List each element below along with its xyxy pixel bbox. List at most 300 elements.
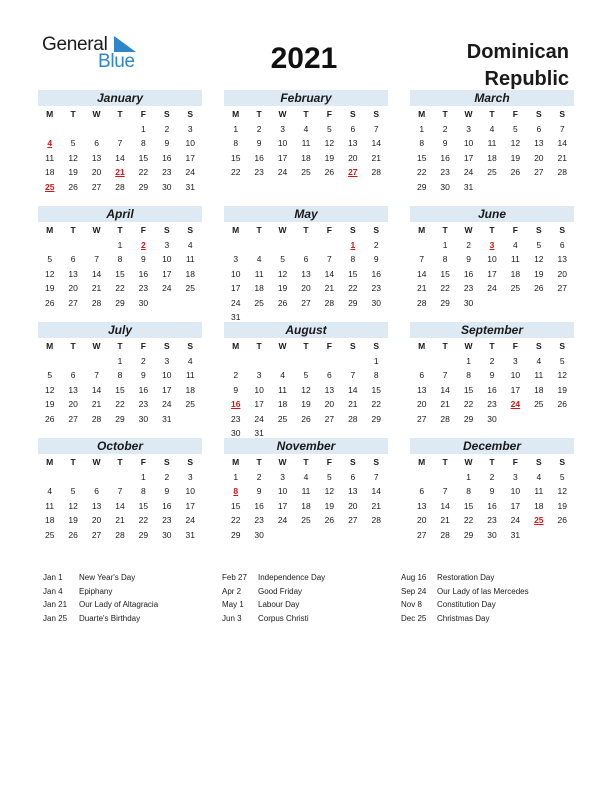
day-cell: 30 xyxy=(162,181,172,192)
empty-day-cell xyxy=(551,296,574,311)
day-cell: 5 xyxy=(327,471,332,482)
day-cell: 3 xyxy=(280,471,285,482)
day-cell: 22 xyxy=(371,399,381,409)
month-july xyxy=(38,322,202,426)
day-cell: 28 xyxy=(557,167,567,177)
day-cell: 24 xyxy=(487,283,497,293)
day-cell: 8 xyxy=(466,370,471,380)
weekday-label: W xyxy=(92,457,101,467)
month-header: April xyxy=(38,206,202,222)
day-cell: 24 xyxy=(254,413,264,424)
month-header: July xyxy=(38,322,202,338)
day-cell: 15 xyxy=(230,152,241,163)
country-name-line2: Republic xyxy=(484,68,569,90)
weekday-label: S xyxy=(559,341,566,351)
day-cell: 24 xyxy=(162,399,172,409)
day-cell: 9 xyxy=(141,254,146,264)
day-cell: 20 xyxy=(557,268,567,279)
day-cell: 29 xyxy=(138,529,149,540)
empty-day-cell xyxy=(61,470,84,485)
empty-day-cell xyxy=(504,296,527,311)
day-cell: 23 xyxy=(254,515,264,525)
day-cell: 17 xyxy=(510,500,521,511)
day-cell: 23 xyxy=(138,399,149,409)
weekday-label: M xyxy=(418,109,426,119)
holiday-name: Labour Day xyxy=(258,600,300,609)
day-cell: 16 xyxy=(487,384,497,395)
day-cell: 9 xyxy=(256,138,262,148)
day-cell: 14 xyxy=(91,268,102,279)
weekday-header-row xyxy=(38,455,202,470)
day-cell: 8 xyxy=(117,370,123,380)
day-cell: 20 xyxy=(91,515,102,525)
day-cell: 10 xyxy=(254,384,264,395)
empty-day-cell xyxy=(318,354,341,369)
holiday-item xyxy=(43,571,158,585)
day-cell: 18 xyxy=(534,500,544,511)
day-cell: 29 xyxy=(348,297,358,308)
week-row xyxy=(224,151,388,166)
day-cell: 16 xyxy=(138,384,149,395)
day-cell: 10 xyxy=(277,486,288,496)
holiday-day-cell: 4 xyxy=(47,138,53,148)
week-row xyxy=(224,238,388,253)
week-row xyxy=(38,354,202,369)
day-cell: 1 xyxy=(466,355,471,366)
holiday-name: New Year's Day xyxy=(79,573,136,582)
weekday-label: F xyxy=(512,457,518,467)
day-cell: 15 xyxy=(463,384,474,395)
day-cell: 21 xyxy=(348,399,358,409)
day-cell: 23 xyxy=(230,413,241,424)
day-cell: 27 xyxy=(91,529,102,540)
holiday-item xyxy=(401,571,529,585)
day-cell: 23 xyxy=(487,399,497,409)
day-cell: 13 xyxy=(324,384,335,395)
empty-day-cell xyxy=(38,238,61,253)
day-cell: 30 xyxy=(138,413,149,424)
day-cell: 24 xyxy=(185,515,195,525)
day-cell: 24 xyxy=(463,167,474,177)
week-row xyxy=(224,281,388,296)
week-row xyxy=(410,397,574,412)
day-cell: 19 xyxy=(44,399,55,409)
holiday-day-cell: 27 xyxy=(348,167,358,177)
day-cell: 14 xyxy=(348,384,358,395)
day-cell: 7 xyxy=(373,123,379,134)
week-row xyxy=(38,238,202,253)
day-cell: 30 xyxy=(487,413,497,424)
weekday-header-row xyxy=(224,455,388,470)
day-cell: 17 xyxy=(463,152,474,163)
day-cell: 2 xyxy=(164,123,170,134)
empty-day-cell xyxy=(38,470,61,485)
weekday-header-row xyxy=(38,339,202,354)
weekday-label: M xyxy=(232,109,240,119)
day-cell: 3 xyxy=(233,254,239,264)
day-cell: 24 xyxy=(230,297,241,308)
day-cell: 1 xyxy=(233,123,239,134)
day-cell: 25 xyxy=(185,399,195,409)
day-cell: 25 xyxy=(301,515,311,525)
day-cell: 26 xyxy=(324,515,335,525)
empty-day-cell xyxy=(433,354,456,369)
day-cell: 31 xyxy=(230,312,241,322)
holiday-name: Corpus Christi xyxy=(258,613,309,623)
empty-day-cell xyxy=(410,354,433,369)
day-cell: 1 xyxy=(141,471,146,482)
holiday-item xyxy=(401,598,529,612)
week-row xyxy=(38,252,202,267)
empty-day-cell xyxy=(38,122,61,137)
weekday-label: T xyxy=(70,109,76,119)
day-cell: 13 xyxy=(68,268,78,279)
week-row xyxy=(38,484,202,499)
weekday-label: T xyxy=(442,341,448,351)
day-cell: 26 xyxy=(68,181,78,192)
day-cell: 24 xyxy=(185,167,195,177)
day-cell: 11 xyxy=(185,370,195,380)
week-row xyxy=(38,397,202,412)
day-cell: 30 xyxy=(230,428,241,438)
week-row xyxy=(38,383,202,398)
day-cell: 2 xyxy=(141,355,146,366)
day-cell: 1 xyxy=(419,123,425,134)
day-cell: 4 xyxy=(536,471,542,482)
week-row xyxy=(224,412,388,427)
day-cell: 30 xyxy=(162,529,172,540)
day-cell: 29 xyxy=(463,529,474,540)
day-cell: 11 xyxy=(185,254,195,264)
day-cell: 17 xyxy=(185,500,195,511)
day-cell: 3 xyxy=(187,471,193,482)
day-cell: 6 xyxy=(303,254,309,264)
weekday-label: F xyxy=(140,109,146,119)
weekday-label: W xyxy=(278,341,287,351)
day-cell: 19 xyxy=(68,167,78,177)
day-cell: 19 xyxy=(68,515,78,525)
weekday-header-row xyxy=(410,107,574,122)
holiday-item xyxy=(43,598,158,612)
month-header: May xyxy=(224,206,388,222)
week-row xyxy=(410,165,574,180)
month-header: March xyxy=(410,90,574,106)
country-name xyxy=(389,39,569,93)
day-cell: 20 xyxy=(68,283,78,293)
day-cell: 5 xyxy=(70,486,76,496)
day-cell: 11 xyxy=(301,486,311,496)
day-cell: 24 xyxy=(510,515,521,525)
day-cell: 7 xyxy=(117,138,123,148)
day-cell: 7 xyxy=(442,486,448,496)
day-cell: 16 xyxy=(162,152,172,163)
day-cell: 7 xyxy=(327,254,332,264)
day-cell: 24 xyxy=(277,167,288,177)
day-cell: 6 xyxy=(536,123,542,134)
day-cell: 18 xyxy=(534,384,544,395)
weekday-label: S xyxy=(187,341,194,351)
day-cell: 14 xyxy=(440,500,450,511)
week-row xyxy=(38,267,202,282)
day-cell: 8 xyxy=(117,254,123,264)
day-cell: 12 xyxy=(44,384,55,395)
day-cell: 23 xyxy=(254,167,264,177)
weekday-header-row xyxy=(38,107,202,122)
day-cell: 2 xyxy=(256,123,262,134)
day-cell: 1 xyxy=(117,239,123,250)
day-cell: 2 xyxy=(466,239,471,250)
empty-day-cell xyxy=(527,180,550,195)
day-cell: 13 xyxy=(301,268,311,279)
weekday-label: M xyxy=(46,109,54,119)
day-cell: 9 xyxy=(256,486,262,496)
day-cell: 30 xyxy=(463,297,474,308)
day-cell: 3 xyxy=(280,123,285,134)
weekday-label: F xyxy=(326,109,332,119)
weekday-label: S xyxy=(163,341,170,351)
day-cell: 15 xyxy=(440,268,450,279)
week-row xyxy=(410,354,574,369)
day-cell: 2 xyxy=(233,370,239,380)
day-cell: 28 xyxy=(371,515,381,525)
weekday-label: S xyxy=(163,109,170,119)
day-cell: 10 xyxy=(487,254,497,264)
month-october xyxy=(38,438,202,542)
weekday-label: T xyxy=(442,225,448,235)
week-row xyxy=(224,484,388,499)
day-cell: 9 xyxy=(489,370,495,380)
day-cell: 2 xyxy=(256,471,262,482)
logo-text-blue: Blue xyxy=(98,51,135,72)
day-cell: 9 xyxy=(141,370,146,380)
day-cell: 2 xyxy=(164,471,170,482)
day-cell: 2 xyxy=(489,471,495,482)
empty-day-cell xyxy=(179,412,202,427)
weekday-label: T xyxy=(303,457,309,467)
month-november xyxy=(224,438,388,542)
week-row xyxy=(410,296,574,311)
weekday-header-row xyxy=(410,455,574,470)
day-cell: 20 xyxy=(416,515,427,525)
day-cell: 17 xyxy=(277,500,288,511)
week-row xyxy=(224,368,388,383)
holiday-name: Independence Day xyxy=(258,573,326,582)
holiday-item xyxy=(222,585,325,599)
day-cell: 26 xyxy=(44,413,55,424)
weekday-label: S xyxy=(535,457,542,467)
day-cell: 19 xyxy=(324,152,335,163)
week-row xyxy=(38,470,202,485)
week-row xyxy=(38,368,202,383)
day-cell: 29 xyxy=(138,181,149,192)
day-cell: 5 xyxy=(559,471,565,482)
day-cell: 1 xyxy=(442,239,448,250)
weekday-label: T xyxy=(117,225,123,235)
day-cell: 7 xyxy=(442,370,448,380)
day-cell: 21 xyxy=(371,152,381,163)
week-row xyxy=(410,252,574,267)
day-cell: 19 xyxy=(557,500,567,511)
day-cell: 12 xyxy=(301,384,311,395)
day-cell: 27 xyxy=(348,515,358,525)
empty-day-cell xyxy=(271,238,294,253)
day-cell: 6 xyxy=(70,370,76,380)
day-cell: 10 xyxy=(510,370,521,380)
weekday-label: M xyxy=(418,225,426,235)
empty-day-cell xyxy=(341,354,364,369)
day-cell: 27 xyxy=(416,529,427,540)
day-cell: 5 xyxy=(70,138,76,148)
day-cell: 6 xyxy=(559,239,565,250)
day-cell: 14 xyxy=(115,152,125,163)
day-cell: 30 xyxy=(487,529,497,540)
holiday-column xyxy=(401,571,529,625)
month-march xyxy=(410,90,574,194)
weekday-label: T xyxy=(442,457,448,467)
day-cell: 13 xyxy=(534,138,544,148)
day-cell: 12 xyxy=(277,268,288,279)
weekday-header-row xyxy=(38,223,202,238)
holiday-date: Apr 2 xyxy=(222,586,242,596)
day-cell: 18 xyxy=(44,515,55,525)
day-cell: 26 xyxy=(557,515,567,525)
holiday-date: Jan 25 xyxy=(43,613,68,623)
day-cell: 18 xyxy=(301,152,311,163)
day-cell: 25 xyxy=(185,283,195,293)
weekday-label: W xyxy=(92,109,101,119)
empty-day-cell xyxy=(551,412,574,427)
day-cell: 11 xyxy=(534,370,544,380)
day-cell: 26 xyxy=(301,413,311,424)
month-june xyxy=(410,206,574,310)
day-cell: 13 xyxy=(416,384,427,395)
day-cell: 16 xyxy=(440,152,450,163)
holiday-day-cell: 8 xyxy=(233,486,239,496)
day-cell: 24 xyxy=(277,515,288,525)
day-cell: 15 xyxy=(348,268,358,279)
day-cell: 25 xyxy=(301,167,311,177)
weekday-label: S xyxy=(187,225,194,235)
logo-text-general: General xyxy=(42,34,108,55)
day-cell: 16 xyxy=(463,268,474,279)
day-cell: 21 xyxy=(324,283,335,293)
holiday-name: Our Lady of Altagracia xyxy=(79,600,159,609)
day-cell: 15 xyxy=(230,500,241,511)
day-cell: 12 xyxy=(510,138,521,148)
week-row xyxy=(38,136,202,151)
day-cell: 1 xyxy=(117,355,123,366)
day-cell: 19 xyxy=(44,283,55,293)
day-cell: 12 xyxy=(557,486,567,496)
day-cell: 8 xyxy=(442,254,448,264)
day-cell: 17 xyxy=(185,152,195,163)
holiday-date: Feb 27 xyxy=(222,573,247,582)
day-cell: 31 xyxy=(463,181,474,192)
empty-day-cell xyxy=(179,296,202,311)
weekday-label: F xyxy=(326,457,332,467)
day-cell: 18 xyxy=(254,283,264,293)
empty-day-cell xyxy=(224,238,247,253)
day-cell: 6 xyxy=(350,471,356,482)
holiday-day-cell: 3 xyxy=(489,239,495,250)
holiday-item xyxy=(401,612,529,626)
weekday-label: W xyxy=(464,341,473,351)
day-cell: 4 xyxy=(489,123,495,134)
day-cell: 4 xyxy=(256,254,262,264)
day-cell: 29 xyxy=(230,529,241,540)
month-january xyxy=(38,90,202,194)
weekday-label: S xyxy=(373,457,380,467)
day-cell: 17 xyxy=(487,268,497,279)
holiday-name: Epiphany xyxy=(79,586,113,596)
day-cell: 18 xyxy=(510,268,521,279)
day-cell: 10 xyxy=(162,370,172,380)
weekday-label: S xyxy=(187,109,194,119)
empty-day-cell xyxy=(410,470,433,485)
weekday-label: S xyxy=(349,341,356,351)
weekday-label: T xyxy=(303,109,309,119)
day-cell: 3 xyxy=(164,355,170,366)
empty-day-cell xyxy=(85,354,108,369)
day-cell: 22 xyxy=(440,283,450,293)
day-cell: 23 xyxy=(371,283,381,293)
day-cell: 29 xyxy=(416,181,427,192)
weekday-label: W xyxy=(464,457,473,467)
day-cell: 12 xyxy=(68,500,78,511)
day-cell: 26 xyxy=(510,167,521,177)
day-cell: 13 xyxy=(68,384,78,395)
day-cell: 13 xyxy=(348,486,358,496)
weekday-label: S xyxy=(559,109,566,119)
day-cell: 9 xyxy=(489,486,495,496)
day-cell: 19 xyxy=(557,384,567,395)
week-row xyxy=(224,252,388,267)
weekday-header-row xyxy=(224,223,388,238)
week-row xyxy=(38,499,202,514)
week-row xyxy=(224,267,388,282)
week-row xyxy=(38,513,202,528)
day-cell: 25 xyxy=(254,297,264,308)
holiday-name: Duarte's Birthday xyxy=(79,613,141,623)
day-cell: 4 xyxy=(513,239,518,250)
week-row xyxy=(410,528,574,543)
weekday-label: T xyxy=(489,109,495,119)
week-row xyxy=(224,165,388,180)
day-cell: 7 xyxy=(117,486,123,496)
week-row xyxy=(410,484,574,499)
week-row xyxy=(224,499,388,514)
day-cell: 15 xyxy=(138,500,149,511)
day-cell: 18 xyxy=(301,500,311,511)
weekday-label: F xyxy=(140,225,146,235)
day-cell: 22 xyxy=(115,283,125,293)
day-cell: 13 xyxy=(91,500,102,511)
day-cell: 8 xyxy=(373,370,379,380)
day-cell: 29 xyxy=(463,413,474,424)
day-cell: 6 xyxy=(70,254,76,264)
day-cell: 6 xyxy=(94,486,99,496)
holiday-name: Good Friday xyxy=(258,586,303,596)
day-cell: 21 xyxy=(440,515,450,525)
day-cell: 30 xyxy=(440,181,450,192)
holiday-date: Jan 1 xyxy=(43,573,63,582)
day-cell: 12 xyxy=(324,486,335,496)
holiday-column xyxy=(43,571,158,625)
day-cell: 6 xyxy=(419,486,425,496)
generalblue-logo xyxy=(42,34,142,74)
logo-triangle-icon xyxy=(114,36,136,52)
weekday-label: S xyxy=(559,225,566,235)
